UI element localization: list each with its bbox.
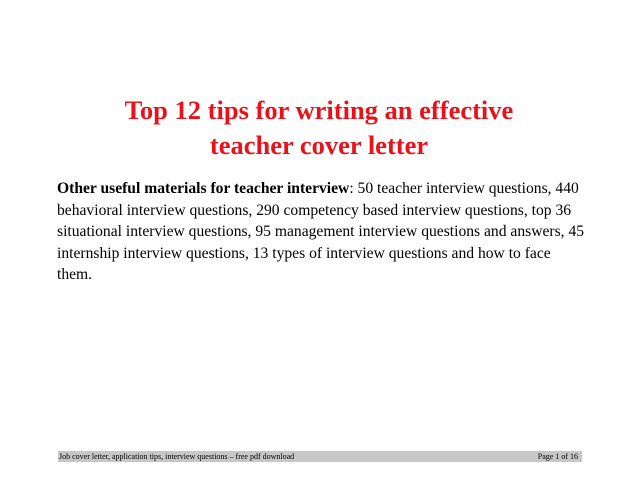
title-line-1: Top 12 tips for writing an effective: [124, 95, 514, 125]
intro-body-text: : 50 teacher interview questions, 440 behavioral interview questions, 290 competency based interview questions, top 36 situational interview questions, 95 management interview questions and answers, 45 internship interview questions, 13 types of interview questions and how to face them.: [57, 180, 585, 284]
page-title: [0, 93, 638, 163]
intro-bold-lead: Other useful materials for teacher interview: [57, 180, 350, 197]
intro-paragraph: [57, 178, 587, 286]
footer-description: Job cover letter, application tips, interview questions – free pdf download: [59, 452, 295, 461]
footer-bar: [58, 451, 582, 462]
title-line-2: teacher cover letter: [209, 130, 429, 160]
page-number: Page 1 of 16: [537, 452, 578, 461]
